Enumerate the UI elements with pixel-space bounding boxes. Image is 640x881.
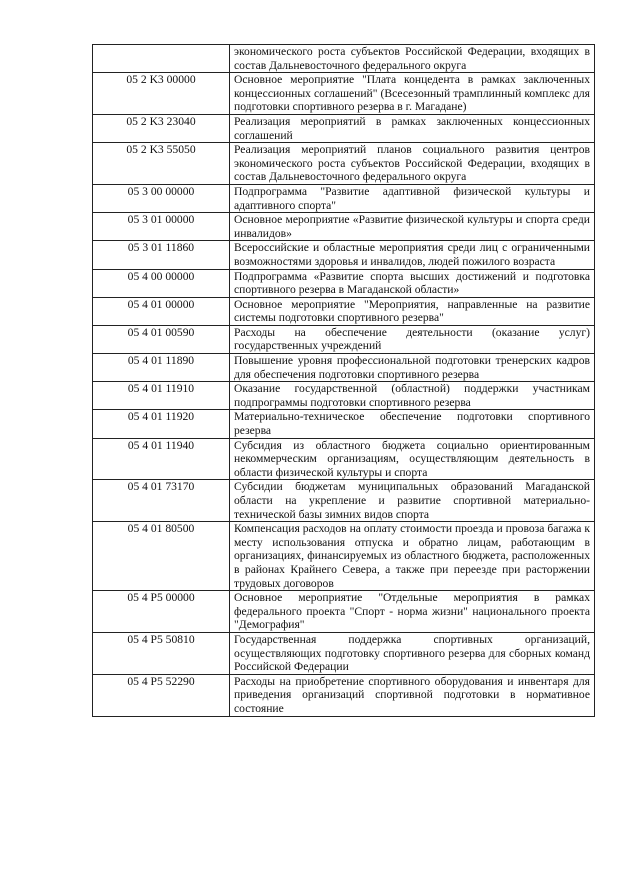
budget-code-cell: 05 4 P5 52290 [93, 674, 230, 716]
budget-code-cell: 05 2 K3 00000 [93, 73, 230, 115]
description-cell: Повышение уровня профессиональной подготовки тренерских кадров для обеспечения подготовки спортивного резерва [230, 354, 595, 382]
table-row [93, 480, 595, 522]
table-row [93, 184, 595, 212]
budget-code-cell: 05 4 01 11920 [93, 410, 230, 438]
table-row [93, 382, 595, 410]
table-row [93, 241, 595, 269]
budget-code-cell: 05 2 K3 55050 [93, 143, 230, 185]
table-row [93, 438, 595, 480]
table-row [93, 632, 595, 674]
description-cell: Подпрограмма «Развитие спорта высших достижений и подготовка спортивного резерва в Магаданской области» [230, 269, 595, 297]
description-cell: Расходы на приобретение спортивного оборудования и инвентаря для приведения организаций спортивной подготовки в нормативное состояние [230, 674, 595, 716]
description-cell: Основное мероприятие «Развитие физической культуры и спорта среди инвалидов» [230, 213, 595, 241]
description-cell: Подпрограмма "Развитие адаптивной физической культуры и адаптивного спорта" [230, 184, 595, 212]
description-cell: Реализация мероприятий планов социального развития центров экономического роста субъектов Российской Федерации, входящих в состав Дальневосточного федерального округа [230, 143, 595, 185]
table-row [93, 410, 595, 438]
budget-code-cell: 05 4 01 11940 [93, 438, 230, 480]
description-cell: Субсидии бюджетам муниципальных образований Магаданской области на укрепление и развитие спортивной материально-технической базы зимних видов спорта [230, 480, 595, 522]
table-row [93, 354, 595, 382]
budget-code-cell: 05 4 01 00000 [93, 297, 230, 325]
table-row [93, 674, 595, 716]
budget-code-cell [93, 45, 230, 73]
budget-code-cell: 05 2 K3 23040 [93, 114, 230, 142]
budget-code-cell: 05 4 01 73170 [93, 480, 230, 522]
budget-code-cell: 05 4 00 00000 [93, 269, 230, 297]
budget-classification-table [92, 44, 595, 717]
description-cell: Компенсация расходов на оплату стоимости проезда и провоза багажа к месту использования отпуска и обратно лицам, работающим в организациях, финансируемых из областного бюджета, расположенных в районах Крайнего Севера, а также при переезде при расторжении трудовых договоров [230, 522, 595, 591]
table-row [93, 325, 595, 353]
table-row [93, 591, 595, 633]
table-row [93, 45, 595, 73]
description-cell: Оказание государственной (областной) поддержки участникам подпрограммы подготовки спортивного резерва [230, 382, 595, 410]
budget-code-cell: 05 4 P5 00000 [93, 591, 230, 633]
description-cell: Основное мероприятие "Мероприятия, направленные на развитие системы подготовки спортивного резерва" [230, 297, 595, 325]
description-cell: Субсидия из областного бюджета социально ориентированным некоммерческим организациям, осуществляющим деятельность в области физической культуры и спорта [230, 438, 595, 480]
description-cell: Всероссийские и областные мероприятия среди лиц с ограниченными возможностями здоровья и инвалидов, людей пожилого возраста [230, 241, 595, 269]
budget-code-cell: 05 4 01 00590 [93, 325, 230, 353]
table-row [93, 143, 595, 185]
description-cell: Государственная поддержка спортивных организаций, осуществляющих подготовку спортивного резерва для сборных команд Российской Федерации [230, 632, 595, 674]
description-cell: экономического роста субъектов Российской Федерации, входящих в состав Дальневосточного федерального округа [230, 45, 595, 73]
description-cell: Основное мероприятие "Отдельные мероприятия в рамках федерального проекта "Спорт - норма жизни" национального проекта "Демография" [230, 591, 595, 633]
description-cell: Реализация мероприятий в рамках заключенных концессионных соглашений [230, 114, 595, 142]
table-row [93, 297, 595, 325]
budget-code-cell: 05 3 01 00000 [93, 213, 230, 241]
table-row [93, 213, 595, 241]
description-cell: Основное мероприятие "Плата концедента в рамках заключенных концессионных соглашений" (Всесезонный трамплинный комплекс для подготовки спортивного резерва в г. Магадане) [230, 73, 595, 115]
description-cell: Материально-техническое обеспечение подготовки спортивного резерва [230, 410, 595, 438]
budget-code-cell: 05 4 01 80500 [93, 522, 230, 591]
table-row [93, 522, 595, 591]
budget-code-cell: 05 3 01 11860 [93, 241, 230, 269]
budget-code-cell: 05 4 01 11890 [93, 354, 230, 382]
description-cell: Расходы на обеспечение деятельности (оказание услуг) государственных учреждений [230, 325, 595, 353]
budget-code-cell: 05 3 00 00000 [93, 184, 230, 212]
budget-code-cell: 05 4 P5 50810 [93, 632, 230, 674]
table-row [93, 73, 595, 115]
budget-code-cell: 05 4 01 11910 [93, 382, 230, 410]
table-row [93, 114, 595, 142]
table-row [93, 269, 595, 297]
